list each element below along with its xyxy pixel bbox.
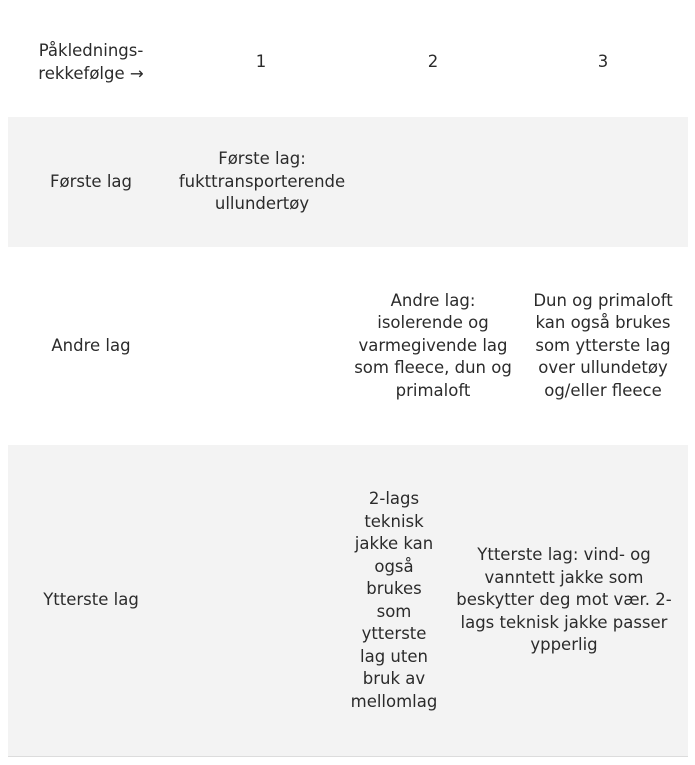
cell-second-layer-col-1 xyxy=(174,247,348,445)
header-col-2-3-wrapper xyxy=(348,8,688,117)
cell-second-layer-col-2-text: Andre lag: isolerende og varmegivende lag som fleece, dun og primaloft xyxy=(354,290,512,400)
cell-outer-layer-col-1 xyxy=(174,445,348,756)
cell-second-layer-col-2-3-wrapper xyxy=(348,247,688,445)
cell-first-layer-col-1 xyxy=(174,117,348,247)
header-col-3: 3 xyxy=(597,52,609,72)
cell-outer-layer-col-2 xyxy=(348,445,440,756)
header-col-1: 1 xyxy=(255,52,267,72)
header-corner-cell xyxy=(8,8,174,117)
cell-first-layer-col-1-text: Første lag: fukttransporterende ullundertøy xyxy=(178,149,346,214)
row-label-second-layer: Andre lag xyxy=(51,335,131,355)
cell-outer-layer-col-3-text: Ytterste lag: vind- og vanntett jakke som beskytter deg mot vær. 2-lags teknisk jakke passer ypperlig xyxy=(456,545,672,655)
table-header-row xyxy=(8,8,688,117)
cell-second-layer-col-2 xyxy=(348,290,518,403)
table-row-outer-layer xyxy=(8,445,688,756)
row-label-first-layer: Første lag xyxy=(49,171,132,191)
header-corner-line-1: Påklednings- xyxy=(38,41,144,60)
cell-outer-layer-col-3 xyxy=(440,445,688,756)
cell-outer-layer-col-2-text: 2-lags teknisk jakke kan også brukes som ytterste lag uten bruk av mellomlag xyxy=(350,489,438,711)
layering-table-container xyxy=(8,8,688,757)
row-label-outer-layer: Ytterste lag xyxy=(43,590,139,610)
layering-table xyxy=(8,8,688,756)
table-row-second-layer xyxy=(8,247,688,445)
cell-first-layer-col-2 xyxy=(348,117,440,247)
header-col-2: 2 xyxy=(427,52,439,72)
cell-second-layer-col-3-text: Dun og primaloft kan også brukes som ytterste lag over ullundetøy og/eller fleece xyxy=(533,290,673,400)
table-row-first-layer xyxy=(8,117,688,247)
cell-first-layer-col-3 xyxy=(440,117,688,247)
cell-second-layer-col-3 xyxy=(518,290,688,403)
header-corner-line-2: rekkefølge → xyxy=(38,63,144,83)
